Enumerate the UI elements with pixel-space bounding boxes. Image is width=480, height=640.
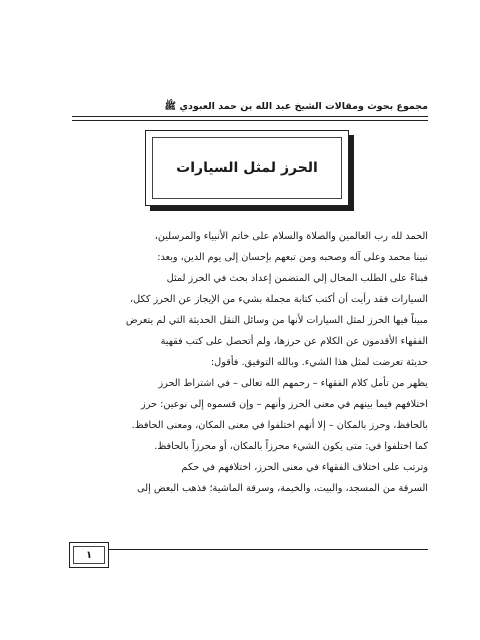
body-text bbox=[72, 226, 428, 499]
body-line: نبينا محمد وعلى آله وصحبه ومن تبعهم بإحسان إلى يوم الدين، وبعد: bbox=[157, 252, 428, 263]
body-line: الفقهاء الأقدمون عن الكلام عن حرزها، ولم أتحصل على كتب فقهية bbox=[160, 336, 428, 347]
body-line: السرقة من المسجد، والبيت، والخيمة، وسرقة الماشية؛ فذهب البعض إلى bbox=[137, 483, 428, 494]
chapter-title: الحرز لمثل السيارات bbox=[176, 160, 318, 176]
body-line: يظهر من تأمل كلام الفقهاء – رحمهم الله تعالى – في اشتراط الحرز bbox=[158, 378, 428, 389]
header-rule bbox=[72, 116, 428, 121]
body-line: كما اختلفوا في: متى يكون الشيء محرزاً بالمكان، أو محرزاً بالحافظ. bbox=[154, 441, 428, 452]
body-line: بالحافظ، وحرز بالمكان – إلا أنهم اختلفوا في معنى المكان، ومعنى الحافظ. bbox=[131, 420, 428, 431]
body-line: مبيناً فيها الحرز لمثل السيارات لأنها من وسائل النقل الحديثة التي لم يتعرض bbox=[125, 315, 428, 326]
running-header: مجموع بحوث ومقالات الشيخ عبد الله بن حمد العبودي ﷺ bbox=[164, 101, 428, 112]
body-line: وترتب على اختلاف الفقهاء في معنى الحرز، اختلافهم في حكم bbox=[181, 462, 428, 473]
page-number: ١ bbox=[73, 546, 105, 564]
body-line: الحمد لله رب العالمين والصلاة والسلام على خاتم الأنبياء والمرسلين، bbox=[154, 231, 428, 242]
body-line: فبناءً على الطلب المحال إلي المتضمن إعداد بحث في الحرز لمثل bbox=[166, 273, 428, 284]
page-number-frame bbox=[69, 542, 109, 568]
chapter-title-frame bbox=[145, 130, 349, 206]
body-line: اختلافهم فيما بينهم في معنى الحرز وأنهم – وإن قسموه إلى نوعين: حرز bbox=[141, 399, 428, 410]
body-line: حديثة تعرضت لمثل هذا الشيء. وبالله التوفيق. فأقول: bbox=[210, 357, 428, 368]
chapter-title-inner-frame bbox=[152, 137, 342, 199]
footer-rule bbox=[72, 549, 428, 550]
body-line: السيارات فقد رأيت أن أكتب كتابة مجملة بشيء من الإيجاز عن الحرز ككل، bbox=[130, 294, 428, 305]
